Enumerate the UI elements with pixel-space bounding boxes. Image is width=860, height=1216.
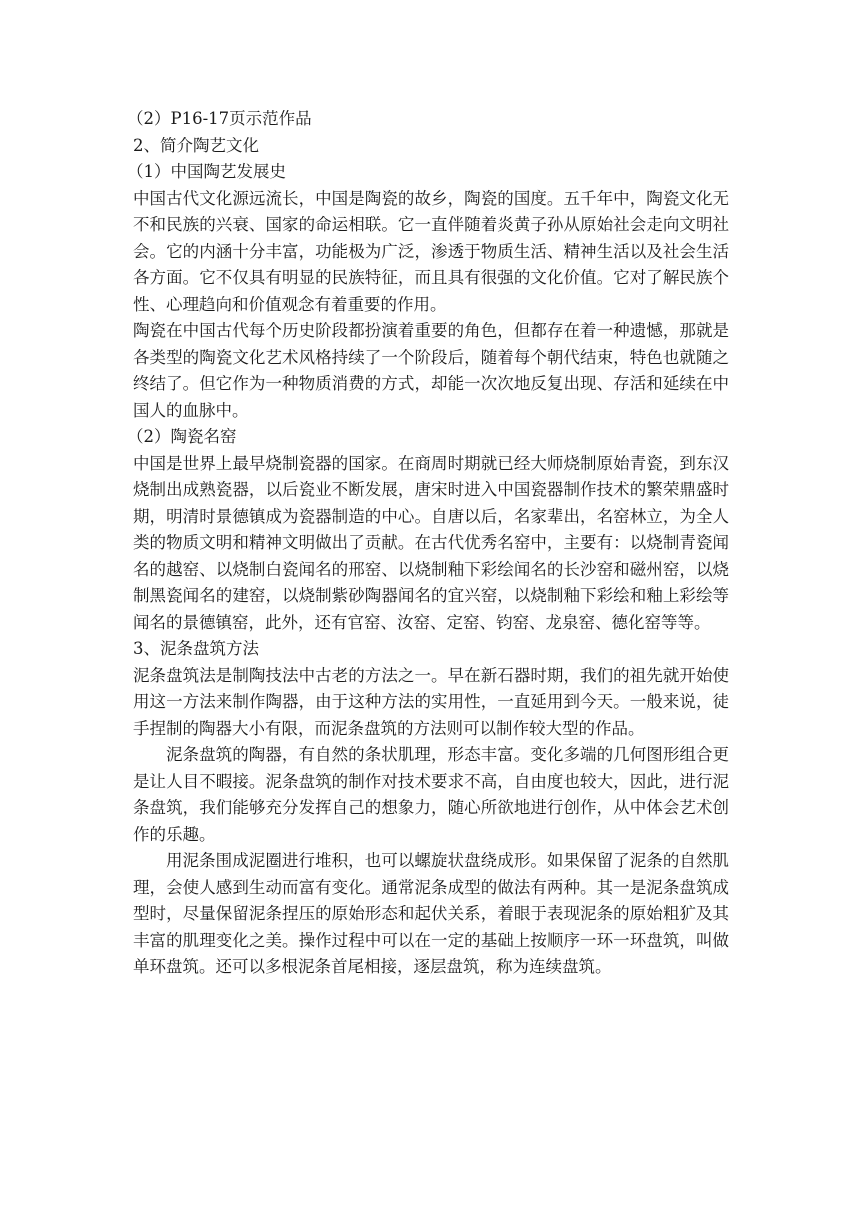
paragraph-coil-intro: 泥条盘筑法是制陶技法中古老的方法之一。早在新石器时期，我们的祖先就开始使用这一方法来制作陶器，由于这种方法的实用性，一直延用到今天。一般来说，徒手捏制的陶器大小有限，而泥条盘筑的方法则可以制作较大型的作品。 xyxy=(133,665,729,738)
paragraph-pottery-history: 中国古代文化源远流长，中国是陶瓷的故乡，陶瓷的国度。五千年中，陶瓷文化无不和民族的兴衰、国家的命运相联。它一直伴随着炎黄子孙从原始社会走向文明社会。它的内涵十分丰富，功能极为广泛，渗透于物质生活、精神生活以及社会生活各方面。它不仅具有明显的民族特征，而且具有很强的文化价值。它对了解民族个性、心理趋向和价值观念有着重要的作用。 xyxy=(133,188,729,314)
document-body xyxy=(127,106,729,981)
section-heading-pottery-culture: 2、简介陶艺文化 xyxy=(133,135,259,155)
paragraph-pottery-role: 陶瓷在中国古代每个历史阶段都扮演着重要的角色，但都存在着一种遗憾，那就是各类型的陶瓷文化艺术风格持续了一个阶段后，随着每个朝代结束，特色也就随之终结了。但它作为一种物质消费的方式，却能一次次地反复出现、存活和延续在中国人的血脉中。 xyxy=(133,321,729,420)
section-heading-coil-method: 3、泥条盘筑方法 xyxy=(133,639,259,658)
subheading-demo-works: （2）P16-17页示范作品 xyxy=(127,109,312,128)
paragraph-coil-techniques: 用泥条围成泥圈进行堆积，也可以螺旋状盘绕成形。如果保留了泥条的自然肌理，会使人感到生动而富有变化。通常泥条成型的做法有两种。其一是泥条盘筑成型时，尽量保留泥条捏压的原始形态和起伏关系，着眼于表现泥条的原始粗犷及其丰富的肌理变化之美。操作过程中可以在一定的基础上按顺序一环一环盘筑，叫做单环盘筑。还可以多根泥条首尾相接，逐层盘筑，称为连续盘筑。 xyxy=(133,851,729,976)
paragraph-coil-texture: 泥条盘筑的陶器，有自然的条状肌理，形态丰富。变化多端的几何图形组合更是让人目不暇接。泥条盘筑的制作对技术要求不高，自由度也较大，因此，进行泥条盘筑，我们能够充分发挥自己的想象力，随心所欲地进行创作，从中体会艺术创作的乐趣。 xyxy=(133,745,729,844)
subheading-pottery-history: （1）中国陶艺发展史 xyxy=(127,162,286,181)
subheading-famous-kilns: （2）陶瓷名窑 xyxy=(127,427,237,446)
paragraph-famous-kilns: 中国是世界上最早烧制瓷器的国家。在商周时期就已经大师烧制原始青瓷，到东汉烧制出成熟瓷器，以后瓷业不断发展，唐宋时进入中国瓷器制作技术的繁荣鼎盛时期，明清时景德镇成为瓷器制造的中心。自唐以后，名家辈出，名窑林立，为全人类的物质文明和精神文明做出了贡献。在古代优秀名窑中，主要有：以烧制青瓷闻名的越窑、以烧制白瓷闻名的邢窑、以烧制釉下彩绘闻名的长沙窑和磁州窑，以烧制黑瓷闻名的建窑，以烧制紫砂陶器闻名的宜兴窑，以烧制釉下彩绘和釉上彩绘等闻名的景德镇窑，此外，还有官窑、汝窑、定窑、钧窑、龙泉窑、德化窑等等。 xyxy=(133,453,729,632)
